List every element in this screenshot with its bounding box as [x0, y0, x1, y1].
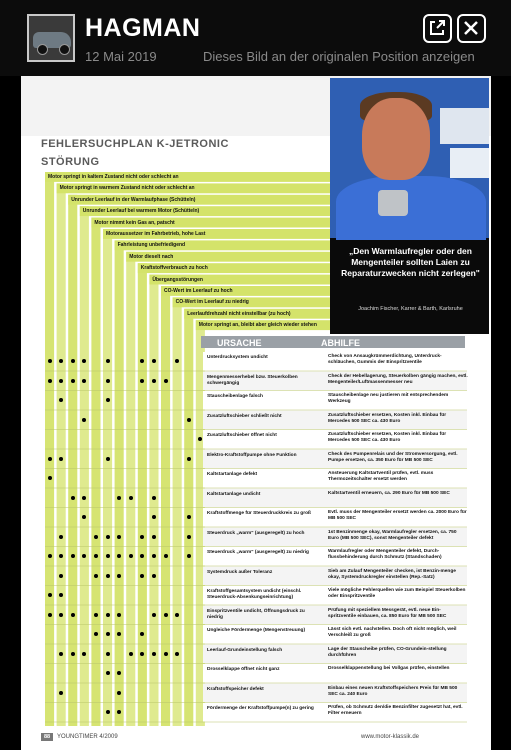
symptom-dot	[152, 554, 156, 558]
symptom-dot	[106, 535, 110, 539]
symptom-dot	[106, 554, 110, 558]
remedy-cell: Check des Pumpenrelais und der Stromversorgung, evtl. Pumpe ersetzen, ca. 350 Euro für MB 500 SEC	[328, 451, 458, 463]
symptom-dot	[140, 574, 144, 578]
symptom-dot	[164, 652, 168, 656]
footer-website: www.motor-klassik.de	[361, 734, 420, 740]
symptom-column	[91, 218, 100, 726]
symptom-dot	[129, 496, 133, 500]
remedy-cell: Zusatzluftschieber ersetzen, Kosten inkl. Einbau für Mercedes 500 SEC ca. 430 Euro	[328, 412, 447, 424]
cause-cell: Fördermenge der Kraftstoffpumpe(n) zu gering	[207, 706, 314, 711]
symptom-dot	[152, 574, 156, 578]
remedy-cell: Einbau eines neuen Kraftstoffspeichers Preis für MB 500 SEC ca. 240 Euro	[328, 685, 458, 697]
cause-cell: Kraftstoffspeicher defekt	[207, 686, 264, 692]
symptom-dot	[129, 554, 133, 558]
cause-cell: Unterdrucksystem undicht	[207, 355, 268, 360]
symptom-dot	[48, 379, 52, 383]
symptom-dot	[48, 476, 52, 480]
remedy-cell: Lässt sich evtl. nachstellen. Doch oft nicht möglich, weil Verschleiß zu groß	[328, 627, 457, 638]
remedy-cell: Kaltstartventil erneuern, ca. 290 Euro für MB 500 SEC	[328, 490, 450, 496]
symptom-label: Übergangsstörungen	[152, 276, 203, 283]
cause-cell: Mengenmesserhebel bzw. Steuerkolben schwergängig	[207, 374, 298, 386]
symptom-dot	[48, 554, 52, 558]
remedy-cell: Viele mögliche Fehlerquellen wie zum Beispiel Steuerkolben oder Einspritzventile	[328, 588, 466, 599]
symptom-dot	[152, 652, 156, 656]
expert-quote: „Den Warmlaufregler oder den Mengenteiler sollten Laien zu Reparaturzwecken nicht zerlegen"	[341, 246, 480, 278]
symptom-dot	[106, 398, 110, 402]
symptom-label: Kraftstoffverbrauch zu hoch	[140, 265, 208, 272]
symptom-dot	[106, 671, 110, 675]
cause-cell: Kraftstoffmenge für Steuerdruckkreis zu groß	[207, 511, 311, 516]
symptom-dot	[187, 554, 191, 558]
symptom-label: Motoraussetzer im Fahrbetrieb, hohe Last	[106, 231, 206, 237]
symptom-dot	[106, 652, 110, 656]
symptom-dot	[117, 574, 121, 578]
cause-cell: Zusatzluftschieber öffnet nicht	[207, 433, 277, 438]
symptom-dot	[164, 613, 168, 617]
close-icon	[461, 18, 481, 38]
symptom-label: Unrunder Leerlauf bei warmem Motor (Schütteln)	[82, 208, 200, 215]
symptom-dot	[106, 613, 110, 617]
quote-author: Joachim Fischer, Karrer & Barth, Karlsruhe	[358, 306, 463, 312]
cause-cell: Steuerdruck „warm" (ausgeregelt) zu hoch	[207, 530, 305, 536]
symptom-dot	[94, 632, 98, 636]
symptom-dot	[164, 379, 168, 383]
symptom-dot	[106, 632, 110, 636]
symptom-dot	[117, 496, 121, 500]
article-title: FEHLERSUCHPLAN K-JETRONIC	[41, 138, 229, 150]
symptom-column	[80, 206, 89, 726]
symptom-dot	[106, 379, 110, 383]
symptom-dot	[71, 613, 75, 617]
remedy-cell: Drosselklappenstellung bei Vollgas prüfen, einstellen	[328, 666, 450, 671]
cause-cell: Zusatzluftschieber schließt nicht	[207, 413, 282, 419]
symptom-dot	[140, 652, 144, 656]
symptom-dot	[152, 359, 156, 363]
symptom-dot	[106, 359, 110, 363]
symptom-dot	[164, 554, 168, 558]
symptom-dot	[82, 418, 86, 422]
symptom-dot	[187, 515, 191, 519]
symptom-dot	[175, 613, 179, 617]
symptom-dot	[117, 613, 121, 617]
symptom-label: CO-Wert im Leerlauf zu niedrig	[175, 299, 249, 306]
symptom-column	[138, 263, 147, 726]
external-link-icon	[427, 18, 447, 38]
symptom-label: Motor springt in kaltem Zustand nicht oder schlecht an	[48, 174, 179, 180]
symptom-dot	[106, 710, 110, 714]
cause-column-header: URSACHE	[217, 338, 262, 348]
symptom-label: Motor dieselt nach	[129, 253, 174, 260]
symptom-dot	[152, 515, 156, 519]
symptom-dot	[94, 535, 98, 539]
remedy-cell: Warmlaufregler oder Mengenteiler defekt, Durch-flussbehinderung durch Schmutz (Standschaden)	[328, 549, 442, 560]
cause-cell: Elektro-Kraftstoffpumpe ohne Funktion	[207, 452, 297, 458]
remedy-cell: Ansteuerung Kaltstartventil prüfen, evtl. muss Thermozeitschalter ersetzt werden	[328, 471, 434, 482]
symptom-dot	[117, 691, 121, 695]
symptom-dot	[71, 496, 75, 500]
close-button[interactable]	[457, 14, 486, 43]
symptom-dot	[175, 652, 179, 656]
symptom-label: Motor nimmt kein Gas an, patscht	[94, 219, 175, 226]
viewer-topbar	[0, 0, 511, 76]
symptom-dot	[140, 535, 144, 539]
view-original-link[interactable]: Dieses Bild an der originalen Position anzeigen	[203, 49, 475, 64]
symptom-dot	[71, 359, 75, 363]
symptom-dot	[82, 379, 86, 383]
user-name[interactable]: HAGMAN	[85, 14, 201, 42]
cause-cell: Steuerdruck „warm" (ausgeregelt) zu niedrig	[207, 550, 309, 555]
cause-cell: Stauscheibenlage falsch	[207, 394, 263, 399]
symptom-dot	[59, 379, 63, 383]
symptom-dot	[94, 574, 98, 578]
symptom-label: CO-Wert im Leerlauf zu hoch	[164, 288, 233, 294]
symptom-column	[115, 240, 124, 726]
symptom-dot	[59, 691, 63, 695]
remedy-column-header: ABHILFE	[321, 338, 360, 348]
remedy-cell: Evtl. muss der Mengenteiler ersetzt werden ca. 2000 Euro für MB 500 SEC	[328, 510, 467, 521]
symptom-column	[57, 183, 66, 726]
symptom-dot	[187, 418, 191, 422]
remedy-cell: Check der Hebellagerung, Steuerkolben gängig machen, evtl. Mengenteiler/Luftmassenmesser neu	[328, 373, 468, 385]
symptom-dot	[106, 574, 110, 578]
footer-magazine: YOUNGTIMER 4/2009	[57, 734, 118, 740]
symptom-column	[161, 286, 170, 726]
symptom-dot	[94, 554, 98, 558]
symptom-dot	[59, 652, 63, 656]
symptom-label: Fahrleistung unbefriedigend	[117, 242, 186, 249]
symptom-dot	[94, 613, 98, 617]
cause-cell: Kraftstoffgesamtsystem undicht (einschl. Steuerdruck-Absenkungseinrichtung)	[207, 589, 302, 600]
expert-photo	[330, 78, 489, 334]
symptom-dot	[59, 535, 63, 539]
remedy-cell: Check von Ansaugkrümmerdichtung, Unterdruck-schläuchen, Gummis der Einspritzventile	[328, 354, 442, 365]
symptom-dot	[71, 554, 75, 558]
open-external-button[interactable]	[423, 14, 452, 43]
symptom-dot	[59, 574, 63, 578]
symptom-dot	[106, 457, 110, 461]
remedy-cell: Zusatzluftschieber ersetzen, Kosten inkl. Einbau für Mercedes 500 SEC ca. 430 Euro	[328, 432, 447, 443]
remedy-cell: Prüfen, ob Schmutz den/die Benzinfilter zugesetzt hat, evtl. Filter erneuern	[328, 705, 463, 716]
symptom-column	[149, 275, 158, 726]
symptom-dot	[48, 613, 52, 617]
remedy-cell: Prüfung mit speziellem Messgerät, evtl. neue Ein-spritzventile einbauen, ca. 850 Euro für MB 500 SEC	[328, 607, 447, 619]
remedy-cell: 1st Benzinmenge okay, Warmlaufregler ersetzen, ca. 750 Euro (MB 500 SEC), sonst Mengenteiler defekt	[328, 529, 457, 541]
post-date: 12 Mai 2019	[85, 49, 157, 64]
symptom-label: Leerlaufdrehzahl nicht einstellbar (zu hoch)	[187, 310, 291, 317]
symptom-dot	[152, 535, 156, 539]
symptom-dot	[129, 652, 133, 656]
symptom-dot	[71, 652, 75, 656]
remedy-cell: Sieb am Zulauf Mengenteiler checken, ist Benzin-menge okay, Systemdruckregler einstellen (Rep.-Satz)	[328, 568, 456, 580]
symptom-dot	[140, 379, 144, 383]
symptom-dot	[187, 535, 191, 539]
symptom-dot	[71, 379, 75, 383]
symptom-dot	[48, 359, 52, 363]
symptom-dot	[152, 496, 156, 500]
symptoms-heading: STÖRUNG	[41, 156, 100, 168]
cause-cell: Systemdruck außer Toleranz	[207, 569, 273, 575]
page-number: 88	[41, 733, 53, 741]
cause-cell: Leerlauf-Grundeinstellung falsch	[207, 647, 283, 653]
symptom-label: Unrunder Leerlauf in der Warmlaufphase (Schütteln)	[71, 196, 196, 203]
symptom-dot	[117, 535, 121, 539]
symptom-dot	[59, 613, 63, 617]
cause-cell: Ungleiche Fördermenge (Mengenstreuung)	[207, 628, 306, 633]
symptom-label: Motor springt an, bleibt aber gleich wieder stehen	[198, 322, 317, 329]
symptom-dot	[187, 457, 191, 461]
symptom-label: Motor springt in warmem Zustand nicht oder schlecht an	[59, 185, 195, 192]
cause-cell: Einspritzventile undicht, Öffnungsdruck zu niedrig	[207, 608, 305, 620]
symptom-dot	[48, 593, 52, 597]
symptom-dot	[82, 496, 86, 500]
symptom-dot	[82, 652, 86, 656]
symptom-dot	[152, 613, 156, 617]
user-avatar[interactable]	[27, 14, 75, 62]
magazine-page-image	[21, 76, 491, 750]
remedy-cell: Lage der Stauscheibe prüfen, CO-Grundein-stellung durchführen	[328, 646, 447, 658]
symptom-column	[68, 195, 77, 726]
cause-cell: Kaltstartanlage undicht	[207, 491, 261, 497]
symptom-dot	[152, 379, 156, 383]
cause-cell: Drosselklappe öffnet nicht ganz	[207, 667, 280, 672]
remedy-cell: Stauscheibenlage neu justieren mit entsprechendem Werkzeug	[328, 393, 449, 404]
symptom-dot	[48, 457, 52, 461]
symptom-dot	[59, 457, 63, 461]
cause-cell: Kaltstartanlage defekt	[207, 472, 258, 477]
